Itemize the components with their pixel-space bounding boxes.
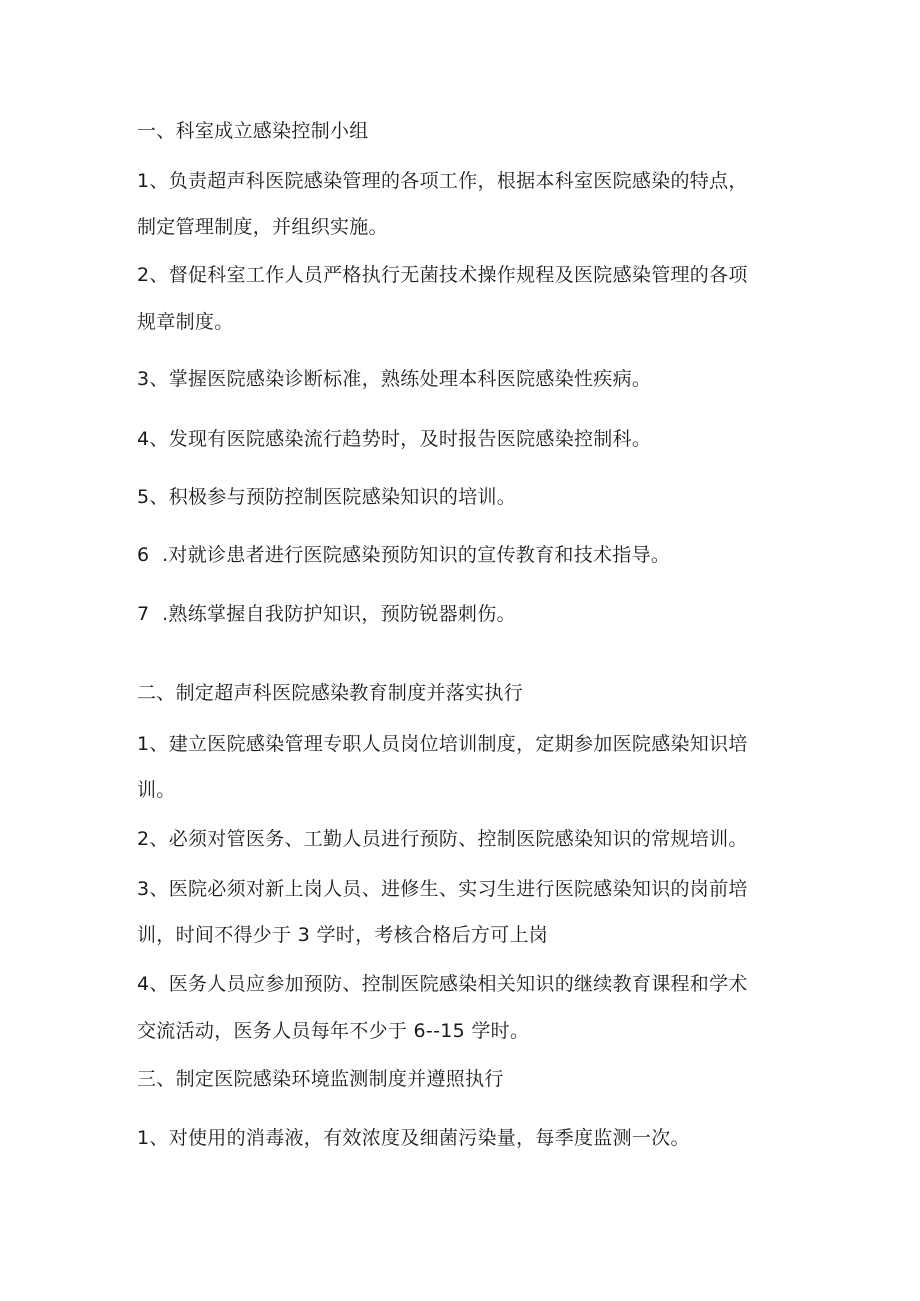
item-line: 6 .对就诊患者进行医院感染预防知识的宣传教育和技术指导。 xyxy=(137,544,671,566)
item-line: 制定管理制度，并组织实施。 xyxy=(137,216,388,238)
section-heading: 一、科室成立感染控制小组 xyxy=(137,120,369,142)
section-heading: 二、制定超声科医院感染教育制度并落实执行 xyxy=(137,682,524,704)
item-line: 3、掌握医院感染诊断标准，熟练处理本科医院感染性疾病。 xyxy=(137,368,652,390)
item-line: 4、发现有医院感染流行趋势时，及时报告医院感染控制科。 xyxy=(137,428,652,450)
item-line: 3、医院必须对新上岗人员、进修生、实习生进行医院感染知识的岗前培 xyxy=(137,878,748,900)
item-line: 7 .熟练掌握自我防护知识，预防锐器刺伤。 xyxy=(137,603,516,625)
item-line: 1、对使用的消毒液，有效浓度及细菌污染量，每季度监测一次。 xyxy=(137,1127,690,1149)
item-line: 规章制度。 xyxy=(137,311,234,333)
item-line: 训。 xyxy=(137,779,176,801)
item-line: 交流活动，医务人员每年不少于 6--15 学时。 xyxy=(137,1020,530,1042)
item-line: 1、建立医院感染管理专职人员岗位培训制度，定期参加医院感染知识培 xyxy=(137,733,748,755)
section-heading: 三、制定医院感染环境监测制度并遵照执行 xyxy=(137,1068,504,1090)
item-line: 4、医务人员应参加预防、控制医院感染相关知识的继续教育课程和学术 xyxy=(137,973,748,995)
item-line: 2、必须对管医务、工勤人员进行预防、控制医院感染知识的常规培训。 xyxy=(137,828,748,850)
item-line: 1、负责超声科医院感染管理的各项工作，根据本科室医院感染的特点， xyxy=(137,170,748,192)
item-line: 5、积极参与预防控制医院感染知识的培训。 xyxy=(137,486,517,508)
item-line: 训，时间不得少于 3 学时，考核合格后方可上岗 xyxy=(137,924,549,946)
item-line: 2、督促科室工作人员严格执行无菌技术操作规程及医院感染管理的各项 xyxy=(137,264,748,286)
